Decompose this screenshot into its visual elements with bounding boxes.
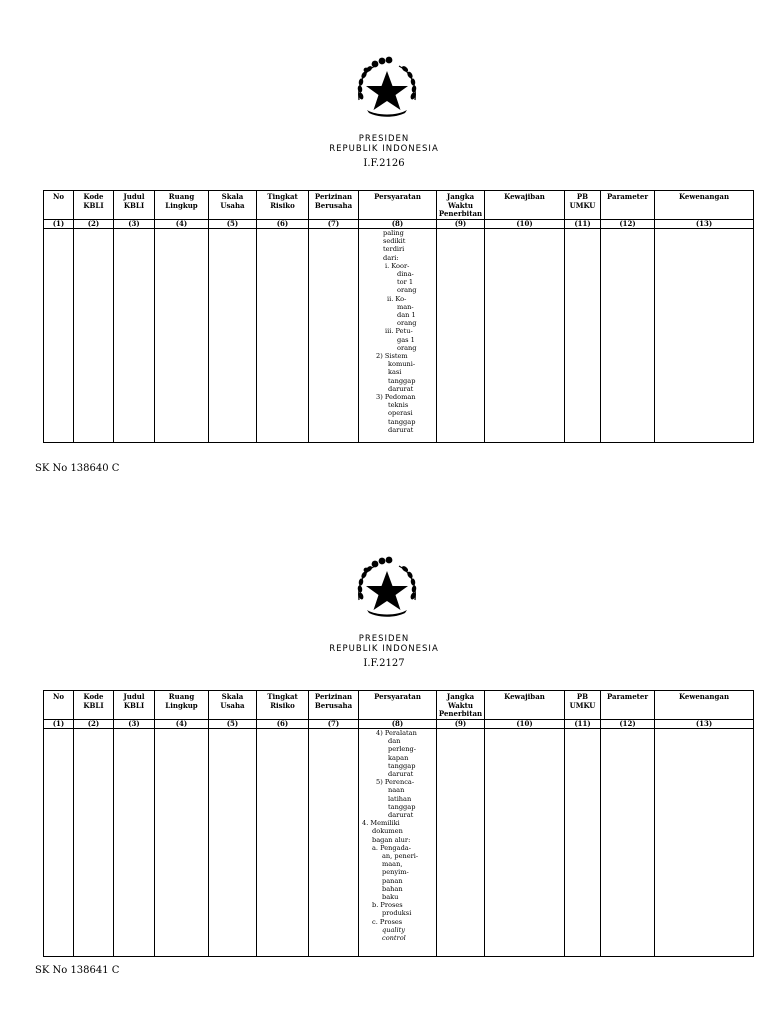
- document-page: [0, 500, 768, 1000]
- column-header: PB UMKU: [565, 691, 601, 720]
- table-cell: [209, 229, 257, 443]
- column-number: (6): [257, 720, 309, 729]
- column-number: (4): [155, 720, 209, 729]
- requirement-line: tanggap: [388, 376, 416, 385]
- requirement-line: dan: [388, 737, 401, 746]
- requirement-line: 2) Sistem: [376, 352, 408, 361]
- requirement-line: terdiri: [383, 245, 405, 254]
- column-header: Jangka Waktu Penerbitan: [437, 691, 485, 720]
- column-number: (5): [209, 220, 257, 229]
- column-header: Judul KBLI: [114, 191, 155, 220]
- requirement-line: c. Proses: [372, 917, 403, 926]
- column-header: Kode KBLI: [74, 191, 114, 220]
- column-header: Kewenangan: [655, 691, 754, 720]
- requirement-line: sedikit: [383, 237, 406, 246]
- table-cell: [257, 729, 309, 957]
- column-number: (1): [44, 220, 74, 229]
- requirement-line: orang: [397, 319, 417, 328]
- requirement-line: 3) Pedoman: [376, 393, 416, 402]
- requirement-line: teknis: [388, 401, 409, 410]
- column-number: (10): [485, 220, 565, 229]
- requirement-line: orang: [397, 343, 417, 352]
- garuda-emblem-icon: [353, 556, 421, 622]
- requirement-line: bagan alur:: [372, 835, 411, 844]
- requirement-line: dokumen: [372, 827, 403, 836]
- table-cell: [655, 729, 754, 957]
- requirement-line: bahan: [382, 884, 403, 893]
- requirements-cell: [359, 229, 437, 443]
- requirement-line: darurat: [388, 425, 414, 434]
- table-cell: [44, 229, 74, 443]
- table-cell: [565, 729, 601, 957]
- column-number: (3): [114, 220, 155, 229]
- column-number: (4): [155, 220, 209, 229]
- requirement-line: penyim-: [382, 868, 409, 877]
- column-number: (12): [601, 220, 655, 229]
- table-cell: [655, 229, 754, 443]
- column-header: Persyaratan: [359, 691, 437, 720]
- column-number: (8): [359, 220, 437, 229]
- column-header: PB UMKU: [565, 191, 601, 220]
- table-cell: [74, 729, 114, 957]
- requirement-line: baku: [382, 893, 399, 902]
- column-header: Perizinan Berusaha: [309, 191, 359, 220]
- letterhead-line-2: REPUBLIK INDONESIA: [329, 644, 439, 654]
- column-header: Ruang Lingkup: [155, 191, 209, 220]
- table-cell: [601, 729, 655, 957]
- requirement-line: 4) Peralatan: [376, 729, 417, 737]
- requirement-line: komuni-: [388, 360, 416, 369]
- column-number: (13): [655, 720, 754, 729]
- column-number-row: [44, 220, 754, 229]
- table-cell: [309, 229, 359, 443]
- column-header: Kewenangan: [655, 191, 754, 220]
- column-number: (12): [601, 720, 655, 729]
- column-number: (6): [257, 220, 309, 229]
- requirement-line: tanggap: [388, 802, 416, 811]
- requirement-line: panan: [382, 876, 403, 885]
- requirement-line: perleng-: [388, 745, 416, 754]
- requirement-line: gas 1: [397, 335, 415, 344]
- column-number: (10): [485, 720, 565, 729]
- table-cell: [74, 229, 114, 443]
- column-header: Jangka Waktu Penerbitan: [437, 191, 485, 220]
- requirement-line: operasi: [388, 409, 413, 418]
- column-header: Tingkat Risiko: [257, 691, 309, 720]
- column-number: (9): [437, 720, 485, 729]
- requirement-line: darurat: [388, 811, 414, 820]
- column-number: (3): [114, 720, 155, 729]
- requirement-line: i. Koor-: [385, 261, 410, 270]
- column-header: Parameter: [601, 191, 655, 220]
- page-code: I.F.2126: [363, 158, 405, 169]
- table-cell: [257, 229, 309, 443]
- column-header: Kode KBLI: [74, 691, 114, 720]
- requirement-line: tor 1: [397, 278, 414, 287]
- requirement-line: a. Pengada-: [372, 843, 411, 852]
- document-page: [0, 0, 768, 500]
- requirement-line: dan 1: [397, 311, 416, 320]
- column-header: Persyaratan: [359, 191, 437, 220]
- column-number: (1): [44, 720, 74, 729]
- requirement-line: 4. Memiliki: [362, 819, 400, 828]
- letterhead-line-2: REPUBLIK INDONESIA: [329, 144, 439, 154]
- letterhead-line-1: PRESIDEN: [358, 134, 410, 144]
- requirement-line: 5) Perenca-: [376, 778, 415, 787]
- column-number: (13): [655, 220, 754, 229]
- column-header: Tingkat Risiko: [257, 191, 309, 220]
- garuda-emblem-icon: [353, 56, 421, 122]
- table-cell: [114, 729, 155, 957]
- requirement-line: darurat: [388, 770, 414, 779]
- page-code: I.F.2127: [363, 658, 405, 669]
- table-cell: [155, 729, 209, 957]
- requirement-line: paling: [383, 229, 404, 237]
- column-header: Perizinan Berusaha: [309, 691, 359, 720]
- licensing-table: [43, 690, 754, 957]
- table-header-row: [44, 691, 754, 720]
- column-number: (8): [359, 720, 437, 729]
- table-cell: [114, 229, 155, 443]
- requirements-cell: [359, 729, 437, 957]
- column-number-row: [44, 720, 754, 729]
- column-header: No: [44, 191, 74, 220]
- table-cell: [209, 729, 257, 957]
- requirement-line: ii. Ko-: [387, 294, 407, 303]
- column-header: Judul KBLI: [114, 691, 155, 720]
- table-cell: [601, 229, 655, 443]
- column-number: (9): [437, 220, 485, 229]
- requirement-line: latihan: [388, 794, 412, 803]
- requirement-line: maan,: [382, 860, 403, 869]
- table-cell: [437, 229, 485, 443]
- table-cell: [155, 229, 209, 443]
- table-row: [44, 229, 754, 443]
- requirement-line: tanggap: [388, 417, 416, 426]
- column-number: (7): [309, 720, 359, 729]
- column-number: (11): [565, 720, 601, 729]
- column-header: Parameter: [601, 691, 655, 720]
- requirement-line: quality: [382, 925, 405, 934]
- letterhead-line-1: PRESIDEN: [358, 634, 410, 644]
- table-cell: [44, 729, 74, 957]
- requirement-line: kapan: [388, 753, 409, 762]
- requirement-line: orang: [397, 286, 417, 295]
- requirement-line: b. Proses: [372, 901, 403, 910]
- column-header: No: [44, 691, 74, 720]
- requirement-line: produksi: [382, 909, 412, 918]
- requirement-line: man-: [397, 302, 414, 311]
- requirement-line: dina-: [397, 270, 414, 279]
- table-row: [44, 729, 754, 957]
- requirement-line: kasi: [388, 368, 402, 377]
- table-cell: [565, 229, 601, 443]
- column-number: (11): [565, 220, 601, 229]
- table-cell: [309, 729, 359, 957]
- column-header: Skala Usaha: [209, 691, 257, 720]
- requirement-line: an, peneri-: [382, 852, 419, 861]
- column-header: Ruang Lingkup: [155, 691, 209, 720]
- requirement-line: naan: [388, 786, 405, 795]
- sk-number: SK No 138640 C: [35, 463, 120, 474]
- column-number: (2): [74, 720, 114, 729]
- table-cell: [485, 229, 565, 443]
- requirement-line: dari:: [383, 253, 399, 262]
- column-number: (2): [74, 220, 114, 229]
- requirement-line: control: [382, 934, 406, 943]
- column-number: (5): [209, 720, 257, 729]
- column-number: (7): [309, 220, 359, 229]
- requirement-line: darurat: [388, 384, 414, 393]
- table-header-row: [44, 191, 754, 220]
- column-header: Skala Usaha: [209, 191, 257, 220]
- requirement-line: tanggap: [388, 761, 416, 770]
- column-header: Kewajiban: [485, 691, 565, 720]
- requirement-line: iii. Petu-: [385, 327, 413, 336]
- column-header: Kewajiban: [485, 191, 565, 220]
- table-cell: [437, 729, 485, 957]
- licensing-table: [43, 190, 754, 443]
- sk-number: SK No 138641 C: [35, 965, 120, 976]
- table-cell: [485, 729, 565, 957]
